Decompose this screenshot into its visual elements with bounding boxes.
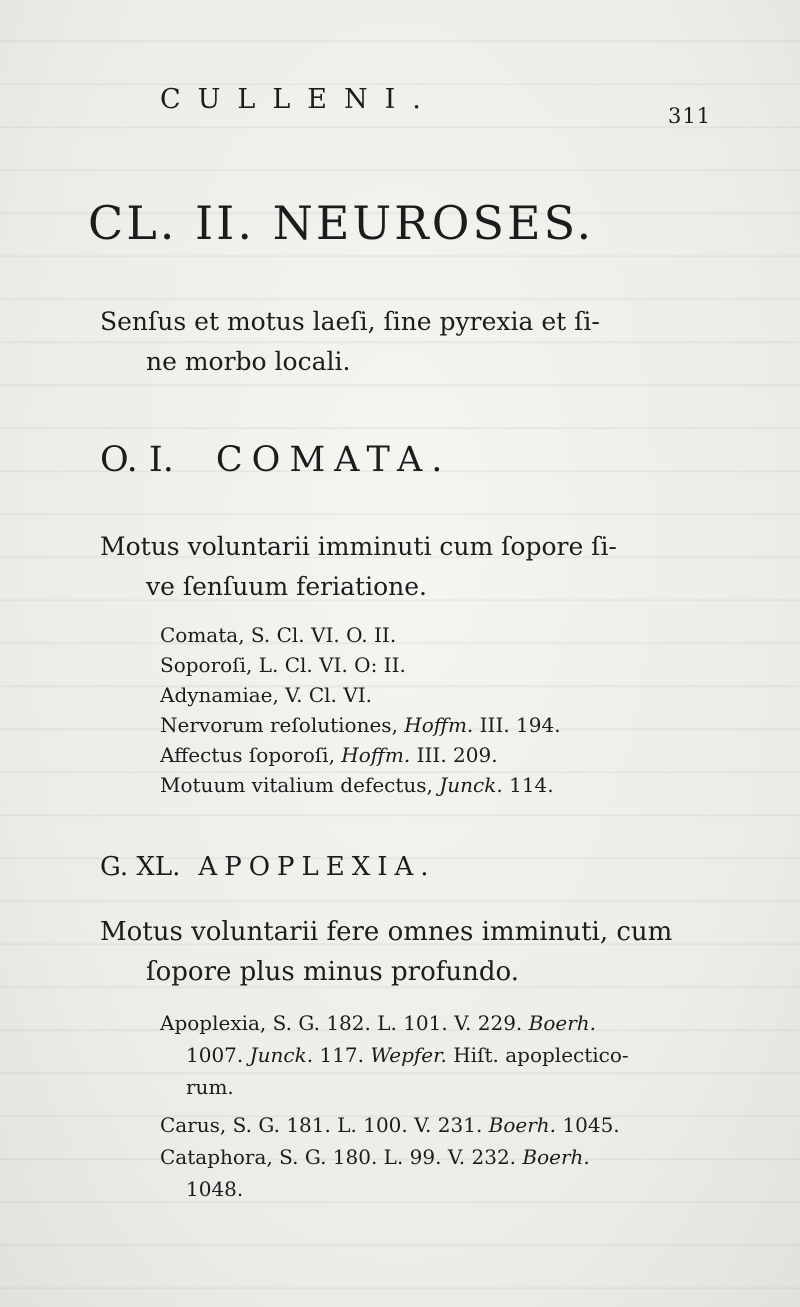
synonym-text: Adynamiae, V. Cl. VI.: [160, 683, 372, 707]
synonym-continuation: rum.: [186, 1075, 234, 1099]
synonym-author: Wepfer.: [370, 1043, 447, 1067]
synonym-entry-cataphora: [160, 1141, 760, 1173]
synonym-entry: [160, 680, 580, 710]
genus-heading: [100, 852, 436, 882]
synonym-text: Comata, S. Cl. VI. O. II.: [160, 623, 397, 647]
synonym-entry-carus: [160, 1109, 760, 1141]
synonym-reference: 1045.: [556, 1113, 620, 1137]
synonym-entry-apoplexia: [160, 1007, 760, 1039]
class-heading: CL. II. NEUROSES.: [88, 196, 595, 250]
genus-description-line-1: Motus voluntarii fere omnes imminuti, cum: [100, 917, 673, 947]
synonym-text: Nervorum reſolutiones,: [160, 713, 405, 737]
synonym-continuation: 1048.: [186, 1177, 244, 1201]
genus-name: APOPLEXIA.: [198, 852, 436, 882]
synonym-author: Boerh.: [522, 1145, 590, 1169]
synonym-continuation: [160, 1039, 760, 1071]
synonym-author: Hoffm.: [341, 743, 411, 767]
synonym-author: Hoffm.: [404, 713, 474, 737]
synonym-reference: 114.: [502, 773, 554, 797]
synonym-text: Cataphora, S. G. 180. L. 99. V. 232.: [160, 1145, 523, 1169]
genus-description: [100, 912, 730, 992]
synonym-entry: [160, 710, 580, 740]
synonym-author: Boerh.: [488, 1113, 557, 1137]
order-description-line-1: Motus voluntarii imminuti cum ſopore ſi-: [100, 532, 617, 561]
synonym-entry: [160, 740, 580, 770]
order-description: [100, 527, 700, 607]
synonym-text: Motuum vitalium defectus,: [160, 773, 440, 797]
synonym-entry: [160, 650, 580, 680]
synonym-reference: III. 194.: [473, 713, 561, 737]
synonym-author: Junck.: [249, 1043, 314, 1067]
synonym-reference: 117.: [313, 1043, 371, 1067]
order-description-line-2: ve ſenſuum feriatione.: [146, 572, 427, 601]
synonym-entry: [160, 770, 580, 800]
class-description: [100, 302, 700, 382]
order-synonym-list: [160, 620, 580, 800]
synonym-text: Carus, S. G. 181. L. 100. V. 231.: [160, 1113, 489, 1137]
genus-description-line-2: ſopore plus minus profundo.: [146, 957, 519, 987]
order-number: O. I.: [100, 440, 174, 480]
synonym-text: Apoplexia, S. G. 182. L. 101. V. 229.: [160, 1011, 529, 1035]
synonym-reference: III. 209.: [410, 743, 498, 767]
class-description-line-1: Senſus et motus laeſi, ſine pyrexia et ſi-: [100, 307, 600, 336]
synonym-text: Soporoſi, L. Cl. VI. O: II.: [160, 653, 406, 677]
synonym-author: Boerh.: [528, 1011, 597, 1035]
running-title: CULLENI.: [160, 84, 438, 115]
synonym-reference: Hiſt. apoplecticо-: [446, 1043, 629, 1067]
synonym-entry: [160, 620, 580, 650]
synonym-reference: 1007.: [186, 1043, 250, 1067]
page-number: 311: [668, 104, 712, 128]
order-name: COMATA.: [215, 440, 452, 480]
class-description-line-2: ne morbo locali.: [146, 347, 351, 376]
genus-synonym-list: [160, 1007, 760, 1205]
genus-number: G. XL.: [100, 852, 181, 882]
synonym-author: Junck.: [439, 773, 503, 797]
synonym-text: Affectus ſoporoſi,: [160, 743, 342, 767]
order-heading: [100, 440, 451, 480]
